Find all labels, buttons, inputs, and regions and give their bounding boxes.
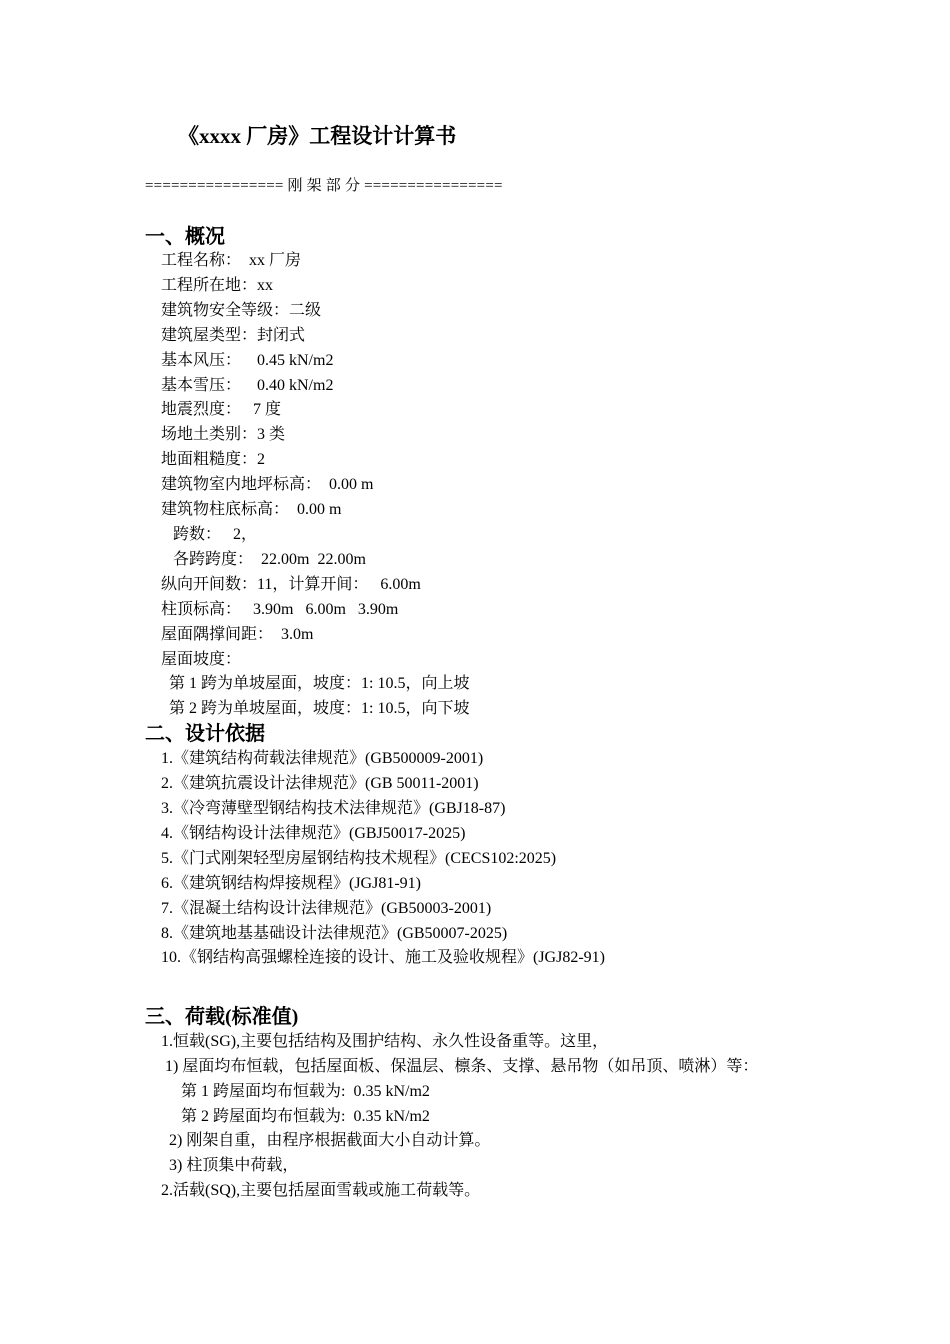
basis-item: 3.《冷弯薄壁型钢结构技术法律规范》(GBJ18-87): [161, 800, 506, 817]
overview-line: 地面粗糙度：2: [161, 451, 266, 468]
overview-line: 基本风压： 0.45 kN/m2: [161, 352, 334, 369]
overview-line: 纵向开间数：11，计算开间： 6.00m: [161, 576, 421, 593]
loads-line: 3) 柱顶集中荷载，: [161, 1157, 299, 1174]
overview-line: 工程名称： xx 厂房: [161, 252, 302, 269]
overview-line: 跨数： 2，: [161, 526, 258, 543]
overview-line: 建筑屋类型：封闭式: [161, 327, 306, 344]
loads-line: 2.活载(SQ),主要包括屋面雪载或施工荷载等。: [161, 1182, 481, 1199]
overview-line: 建筑物柱底标高： 0.00 m: [161, 501, 342, 518]
basis-item: 1.《建筑结构荷载法律规范》(GB500009-2001): [161, 750, 484, 767]
overview-line: 地震烈度： 7 度: [161, 401, 282, 418]
overview-line: 屋面隅撑间距： 3.0m: [161, 626, 314, 643]
basis-item: 6.《建筑钢结构焊接规程》(JGJ81-91): [161, 875, 421, 892]
basis-item: 5.《门式刚架轻型房屋钢结构技术规程》(CECS102:2025): [161, 850, 557, 867]
basis-item: 4.《钢结构设计法律规范》(GBJ50017-2025): [161, 825, 466, 842]
loads-line: 1.恒载(SG),主要包括结构及围护结构、永久性设备重等。这里，: [161, 1033, 609, 1050]
overview-line: 第 1 跨为单坡屋面，坡度：1: 10.5，向上坡: [161, 675, 470, 692]
document-title: 《xxxx 厂房》工程设计计算书: [178, 124, 457, 148]
basis-item: 2.《建筑抗震设计法律规范》(GB 50011-2001): [161, 775, 479, 792]
loads-heading: 三、荷载(标准值): [145, 1006, 299, 1028]
loads-line: 第 1 跨屋面均布恒载为: 0.35 kN/m2: [161, 1083, 430, 1100]
basis-item: 10.《钢结构高强螺栓连接的设计、施工及验收规程》(JGJ82-91): [161, 949, 605, 966]
overview-heading: 一、概况: [145, 226, 225, 248]
overview-line: 第 2 跨为单坡屋面，坡度：1: 10.5，向下坡: [161, 700, 470, 717]
overview-line: 场地土类别：3 类: [161, 426, 286, 443]
overview-line: 屋面坡度：: [161, 651, 242, 668]
overview-line: 基本雪压： 0.40 kN/m2: [161, 377, 334, 394]
basis-item: 8.《建筑地基基础设计法律规范》(GB50007-2025): [161, 925, 508, 942]
loads-line: 2) 刚架自重，由程序根据截面大小自动计算。: [161, 1132, 491, 1149]
basis-heading: 二、设计依据: [145, 723, 265, 745]
overview-line: 建筑物安全等级：二级: [161, 302, 322, 319]
section-divider: ================ 刚 架 部 分 ================: [145, 178, 503, 194]
overview-line: 柱顶标高： 3.90m 6.00m 3.90m: [161, 601, 399, 618]
loads-line: 1) 屋面均布恒载，包括屋面板、保温层、檩条、支撑、悬吊物（如吊顶、喷淋）等：: [161, 1058, 759, 1075]
overview-line: 建筑物室内地坪标高： 0.00 m: [161, 476, 374, 493]
overview-line: 工程所在地：xx: [161, 277, 274, 294]
overview-line: 各跨跨度： 22.00m 22.00m: [161, 551, 366, 568]
loads-line: 第 2 跨屋面均布恒载为: 0.35 kN/m2: [161, 1108, 430, 1125]
basis-item: 7.《混凝土结构设计法律规范》(GB50003-2001): [161, 900, 492, 917]
